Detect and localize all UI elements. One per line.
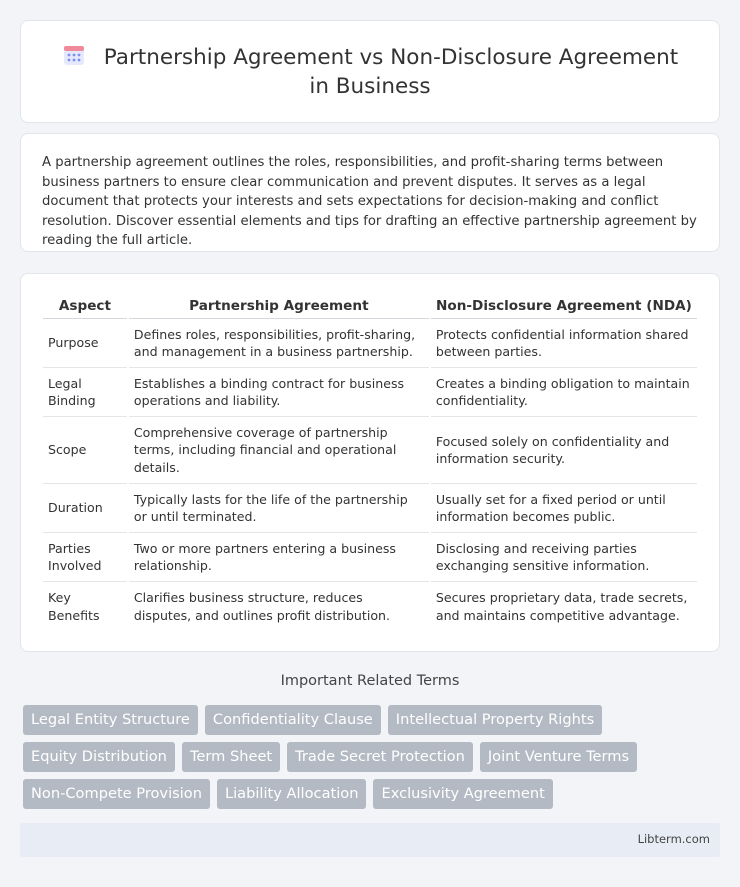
title-card (20, 20, 720, 123)
tag-row (23, 779, 723, 809)
row-partnership: Defines roles, responsibilities, profit-sharing, and management in a business partnership. (129, 319, 429, 368)
row-nda: Secures proprietary data, trade secrets, and maintains competitive advantage. (435, 590, 688, 623)
tag-non-compete-provision[interactable]: Non-Compete Provision (23, 779, 210, 809)
title-wrap (21, 43, 719, 101)
table-row (43, 368, 697, 417)
comparison-table (41, 294, 699, 631)
tag-liability-allocation[interactable]: Liability Allocation (217, 779, 367, 809)
tag-equity-distribution[interactable]: Equity Distribution (23, 742, 175, 772)
comparison-card (20, 273, 720, 652)
row-nda: Protects confidential information shared between parties. (431, 319, 697, 368)
tag-intellectual-property-rights[interactable]: Intellectual Property Rights (388, 705, 602, 735)
intro-card (20, 133, 720, 252)
row-aspect: Legal Binding (43, 368, 127, 417)
intro-paragraph: A partnership agreement outlines the roles, responsibilities, and profit-sharing terms between business partners to ensure clear communication and prevent disputes. It serves as a legal document that protects your interests and sets expectations for decision-making and conflict resolution. Discover essential elements and tips for drafting an effective partnership agreement by reading the full article. (42, 155, 697, 248)
table-row (43, 484, 697, 533)
header-aspect: Aspect (43, 294, 127, 319)
tag-trade-secret-protection[interactable]: Trade Secret Protection (287, 742, 473, 772)
table-row (43, 582, 697, 631)
row-aspect: Parties Involved (43, 533, 127, 582)
tag-legal-entity-structure[interactable]: Legal Entity Structure (23, 705, 198, 735)
row-partnership: Establishes a binding contract for business operations and liability. (129, 368, 429, 417)
table-row (43, 319, 697, 368)
calendar-icon (62, 43, 86, 67)
tag-term-sheet[interactable]: Term Sheet (182, 742, 280, 772)
related-terms-heading: Important Related Terms (280, 673, 460, 689)
table-row (43, 417, 697, 484)
row-aspect: Scope (43, 417, 127, 484)
page-title: Partnership Agreement vs Non-Disclosure Agreement in Business (103, 45, 679, 99)
tag-joint-venture-terms[interactable]: Joint Venture Terms (480, 742, 637, 772)
table-row (43, 533, 697, 582)
row-aspect: Purpose (43, 319, 127, 368)
header-nda: Non-Disclosure Agreement (NDA) (431, 294, 697, 319)
header-partnership: Partnership Agreement (129, 294, 429, 319)
row-aspect: Key Benefits (48, 590, 100, 623)
row-nda: Creates a binding obligation to maintain confidentiality. (431, 368, 697, 417)
table-header-row (43, 294, 697, 319)
tag-row (23, 742, 723, 772)
row-partnership: Typically lasts for the life of the partnership or until terminated. (129, 484, 429, 533)
row-partnership: Clarifies business structure, reduces disputes, and outlines profit distribution. (133, 590, 391, 623)
row-partnership: Comprehensive coverage of partnership terms, including financial and operational details. (129, 417, 429, 484)
tag-exclusivity-agreement[interactable]: Exclusivity Agreement (373, 779, 552, 809)
row-nda: Usually set for a fixed period or until information becomes public. (431, 484, 697, 533)
footer (20, 823, 720, 857)
row-aspect: Duration (43, 484, 127, 533)
related-terms-list (23, 705, 723, 816)
tag-confidentiality-clause[interactable]: Confidentiality Clause (205, 705, 381, 735)
row-partnership: Two or more partners entering a business relationship. (129, 533, 429, 582)
row-nda: Focused solely on confidentiality and information security. (431, 417, 697, 484)
tag-row (23, 705, 723, 735)
footer-site-link[interactable]: Libterm.com (637, 832, 710, 846)
row-nda: Disclosing and receiving parties exchanging sensitive information. (431, 533, 697, 582)
